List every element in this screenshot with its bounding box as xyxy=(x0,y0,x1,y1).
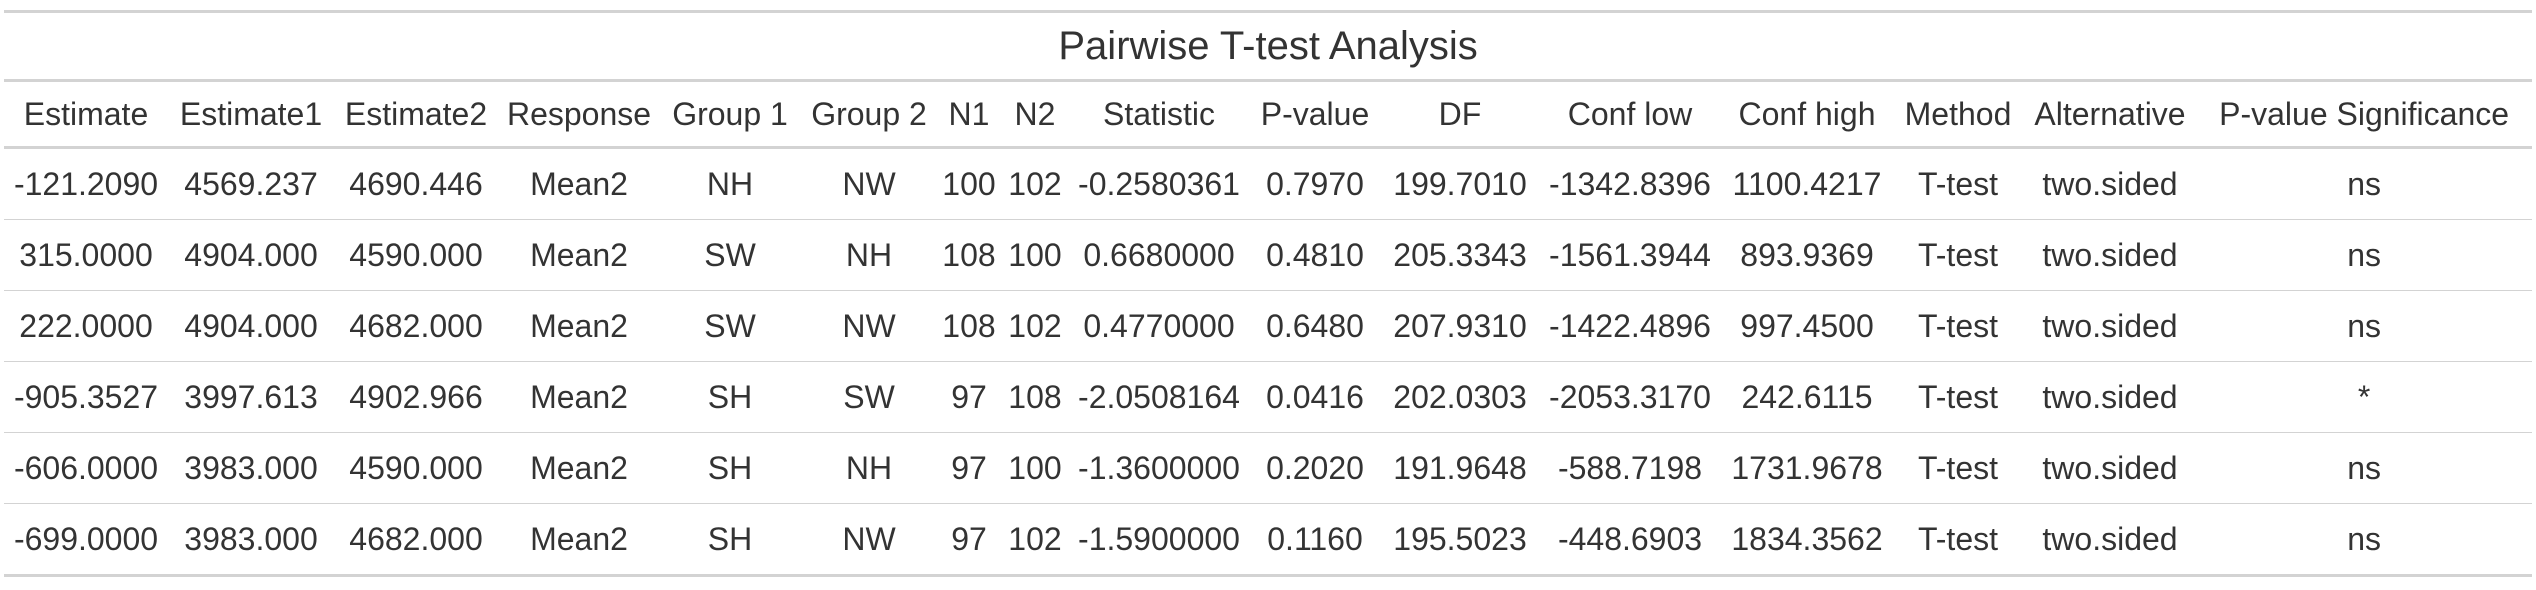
table-cell: 4569.237 xyxy=(168,148,334,220)
table-row xyxy=(4,433,2532,504)
table-cell: 102 xyxy=(1000,148,1070,220)
table-cell: -1.5900000 xyxy=(1070,504,1248,576)
table-cell: 3983.000 xyxy=(168,504,334,576)
table-cell: 3983.000 xyxy=(168,433,334,504)
table-cell: Mean2 xyxy=(498,362,660,433)
table-cell: 207.9310 xyxy=(1382,291,1538,362)
table-title: Pairwise T-test Analysis xyxy=(4,12,2532,81)
column-header: DF xyxy=(1382,81,1538,148)
results-table xyxy=(4,10,2532,577)
table-cell: 0.0416 xyxy=(1248,362,1382,433)
column-header: N2 xyxy=(1000,81,1070,148)
table-cell: NW xyxy=(800,291,938,362)
table-cell: 893.9369 xyxy=(1722,220,1892,291)
table-cell: 222.0000 xyxy=(4,291,168,362)
column-header: Response xyxy=(498,81,660,148)
table-cell: -448.6903 xyxy=(1538,504,1722,576)
table-cell: 199.7010 xyxy=(1382,148,1538,220)
table-cell: -606.0000 xyxy=(4,433,168,504)
table-cell: 4590.000 xyxy=(334,220,498,291)
table-row xyxy=(4,362,2532,433)
table-cell: 4904.000 xyxy=(168,220,334,291)
table-cell: two.sided xyxy=(2024,291,2196,362)
column-header: Conf high xyxy=(1722,81,1892,148)
table-cell: 315.0000 xyxy=(4,220,168,291)
table-cell: T-test xyxy=(1892,291,2024,362)
table-cell: 1100.4217 xyxy=(1722,148,1892,220)
table-cell: 191.9648 xyxy=(1382,433,1538,504)
table-cell: SH xyxy=(660,362,800,433)
column-header: Conf low xyxy=(1538,81,1722,148)
table-cell: 1834.3562 xyxy=(1722,504,1892,576)
table-cell: NH xyxy=(800,220,938,291)
table-cell: Mean2 xyxy=(498,220,660,291)
table-cell: two.sided xyxy=(2024,504,2196,576)
column-header: Group 1 xyxy=(660,81,800,148)
table-cell: 0.7970 xyxy=(1248,148,1382,220)
table-cell: 100 xyxy=(938,148,1000,220)
table-cell: T-test xyxy=(1892,148,2024,220)
column-header: Method xyxy=(1892,81,2024,148)
table-cell: Mean2 xyxy=(498,291,660,362)
column-header: Group 2 xyxy=(800,81,938,148)
column-header: N1 xyxy=(938,81,1000,148)
table-cell: 97 xyxy=(938,433,1000,504)
column-headers xyxy=(4,81,2532,148)
table-cell: T-test xyxy=(1892,433,2024,504)
table-cell: -588.7198 xyxy=(1538,433,1722,504)
table-cell: ns xyxy=(2196,433,2532,504)
table-cell: 1731.9678 xyxy=(1722,433,1892,504)
table-cell: 108 xyxy=(1000,362,1070,433)
table-cell: -1.3600000 xyxy=(1070,433,1248,504)
table-cell: NH xyxy=(800,433,938,504)
table-cell: -0.2580361 xyxy=(1070,148,1248,220)
table-cell: 4690.446 xyxy=(334,148,498,220)
table-cell: T-test xyxy=(1892,504,2024,576)
table-cell: 4902.966 xyxy=(334,362,498,433)
table-cell: 4682.000 xyxy=(334,291,498,362)
table-cell: T-test xyxy=(1892,220,2024,291)
table-row xyxy=(4,291,2532,362)
table-cell: 102 xyxy=(1000,504,1070,576)
table-cell: SW xyxy=(800,362,938,433)
table-cell: 242.6115 xyxy=(1722,362,1892,433)
table-cell: SW xyxy=(660,220,800,291)
table-cell: ns xyxy=(2196,504,2532,576)
table-cell: 3997.613 xyxy=(168,362,334,433)
table-cell: 100 xyxy=(1000,433,1070,504)
column-header: Alternative xyxy=(2024,81,2196,148)
table-cell: 0.6480 xyxy=(1248,291,1382,362)
table-cell: -905.3527 xyxy=(4,362,168,433)
table-cell: 100 xyxy=(1000,220,1070,291)
table-cell: -1422.4896 xyxy=(1538,291,1722,362)
table-cell: 205.3343 xyxy=(1382,220,1538,291)
table-cell: two.sided xyxy=(2024,148,2196,220)
table-cell: 108 xyxy=(938,220,1000,291)
table-cell: 195.5023 xyxy=(1382,504,1538,576)
column-header: P-value Significance xyxy=(2196,81,2532,148)
table-cell: -121.2090 xyxy=(4,148,168,220)
column-header: Statistic xyxy=(1070,81,1248,148)
table-cell: 0.4770000 xyxy=(1070,291,1248,362)
table-row xyxy=(4,220,2532,291)
table-cell: 4682.000 xyxy=(334,504,498,576)
table-cell: ns xyxy=(2196,291,2532,362)
table-cell: NW xyxy=(800,504,938,576)
table-cell: two.sided xyxy=(2024,220,2196,291)
table-cell: NH xyxy=(660,148,800,220)
table-cell: 997.4500 xyxy=(1722,291,1892,362)
table-cell: two.sided xyxy=(2024,433,2196,504)
table-cell: 97 xyxy=(938,362,1000,433)
table-cell: 4904.000 xyxy=(168,291,334,362)
table-cell: Mean2 xyxy=(498,148,660,220)
table-row xyxy=(4,148,2532,220)
column-header: Estimate1 xyxy=(168,81,334,148)
table-cell: 4590.000 xyxy=(334,433,498,504)
table-cell: 102 xyxy=(1000,291,1070,362)
table-cell: -2053.3170 xyxy=(1538,362,1722,433)
table-cell: T-test xyxy=(1892,362,2024,433)
table-cell: 108 xyxy=(938,291,1000,362)
table-cell: 0.1160 xyxy=(1248,504,1382,576)
table-cell: -2.0508164 xyxy=(1070,362,1248,433)
table-cell: Mean2 xyxy=(498,504,660,576)
table-container xyxy=(4,0,2532,577)
table-cell: 0.4810 xyxy=(1248,220,1382,291)
column-header: Estimate xyxy=(4,81,168,148)
table-cell: 0.6680000 xyxy=(1070,220,1248,291)
table-cell: ns xyxy=(2196,220,2532,291)
table-cell: 97 xyxy=(938,504,1000,576)
table-cell: * xyxy=(2196,362,2532,433)
table-cell: SW xyxy=(660,291,800,362)
table-cell: -1561.3944 xyxy=(1538,220,1722,291)
table-body xyxy=(4,148,2532,576)
table-cell: two.sided xyxy=(2024,362,2196,433)
table-cell: SH xyxy=(660,433,800,504)
table-cell: 0.2020 xyxy=(1248,433,1382,504)
column-header: Estimate2 xyxy=(334,81,498,148)
table-cell: Mean2 xyxy=(498,433,660,504)
column-header: P-value xyxy=(1248,81,1382,148)
table-cell: -1342.8396 xyxy=(1538,148,1722,220)
table-cell: -699.0000 xyxy=(4,504,168,576)
table-cell: 202.0303 xyxy=(1382,362,1538,433)
table-cell: SH xyxy=(660,504,800,576)
table-cell: ns xyxy=(2196,148,2532,220)
table-cell: NW xyxy=(800,148,938,220)
table-row xyxy=(4,504,2532,576)
